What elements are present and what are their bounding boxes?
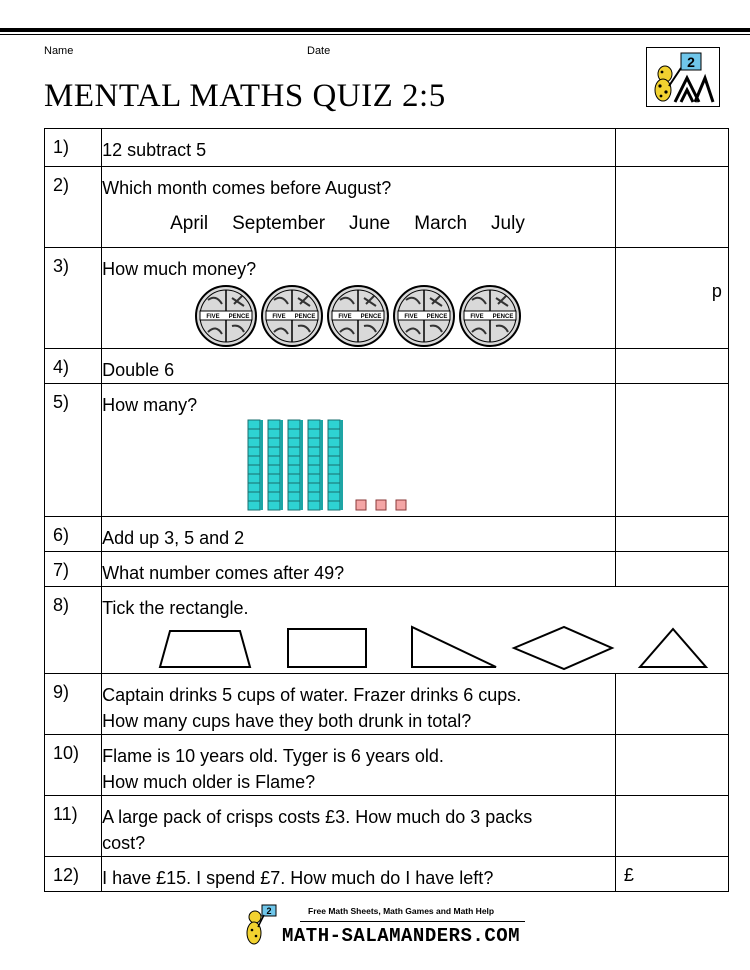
coin-label-pence: PENCE <box>228 314 250 320</box>
unit-cube <box>356 500 366 510</box>
five-pence-coin-icon <box>194 284 258 348</box>
question-text-line-1: A large pack of crisps costs £3. How much do 3 packs <box>102 807 533 827</box>
question-row-10 <box>45 735 729 796</box>
question-number: 8) <box>45 587 102 674</box>
shape-options <box>102 623 712 673</box>
answer-box-6[interactable] <box>615 517 728 552</box>
triangle-shape[interactable] <box>640 629 706 667</box>
top-rule-thick <box>0 28 750 32</box>
question-text: I have £15. I spend £7. How much do I have left? <box>102 857 616 892</box>
five-pence-coin-icon <box>392 284 456 348</box>
footer-tagline: Free Math Sheets, Math Games and Math Help <box>308 906 495 916</box>
trapezium-shape[interactable] <box>160 631 250 667</box>
unit-cube <box>396 500 406 510</box>
option-june: June <box>349 213 391 234</box>
tens-rod <box>328 420 343 510</box>
rectangle-shape[interactable] <box>288 629 366 667</box>
question-text: Tick the rectangle. <box>102 598 249 618</box>
coin-group <box>194 284 615 348</box>
right-triangle-shape[interactable] <box>412 627 496 667</box>
footer-salamander-icon <box>244 903 278 949</box>
question-number: 10) <box>45 735 102 796</box>
question-number: 11) <box>45 796 102 857</box>
logo-grade-number: 2 <box>687 54 695 70</box>
question-text: 12 subtract 5 <box>102 129 616 167</box>
answer-box-7[interactable] <box>615 552 728 587</box>
five-pence-coin-icon <box>458 284 522 348</box>
quiz-table <box>44 128 729 892</box>
option-march: March <box>414 213 468 234</box>
question-number: 3) <box>45 248 102 349</box>
question-row-11 <box>45 796 729 857</box>
top-rule-thin <box>0 34 750 35</box>
five-pence-coin-icon <box>260 284 324 348</box>
question-number: 7) <box>45 552 102 587</box>
tens-rod <box>288 420 303 510</box>
question-row-9 <box>45 674 729 735</box>
coin-label-five: FIVE <box>272 314 286 320</box>
answer-box-4[interactable] <box>615 349 728 384</box>
question-number: 1) <box>45 129 102 167</box>
answer-box-10[interactable] <box>615 735 728 796</box>
question-text: Which month comes before August? <box>102 178 392 198</box>
question-row-5 <box>45 384 729 517</box>
question-text: Double 6 <box>102 349 616 384</box>
question-text: What number comes after 49? <box>102 552 616 587</box>
coin-label-five: FIVE <box>206 314 220 320</box>
unit-cube <box>376 500 386 510</box>
salamander-logo <box>646 47 720 107</box>
option-july: July <box>491 213 525 234</box>
coin-label-five: FIVE <box>404 314 418 320</box>
footer-logo-grade: 2 <box>266 906 272 916</box>
tens-rod <box>248 420 263 510</box>
answer-box-9[interactable] <box>615 674 728 735</box>
coin-label-five: FIVE <box>338 314 352 320</box>
coin-label-five: FIVE <box>470 314 484 320</box>
question-text: How many? <box>102 395 198 415</box>
question-number: 6) <box>45 517 102 552</box>
question-text-line-1: Flame is 10 years old. Tyger is 6 years old. <box>102 746 444 766</box>
date-label: Date <box>307 45 331 57</box>
tens-rod <box>308 420 323 510</box>
question-row-6 <box>45 517 729 552</box>
question-row-8 <box>45 587 729 674</box>
question-number: 4) <box>45 349 102 384</box>
tens-rod <box>268 420 283 510</box>
option-september: September <box>232 213 326 234</box>
footer-brand[interactable]: MATH-SALAMANDERS.COM <box>282 925 521 947</box>
question-row-3 <box>45 248 729 349</box>
answer-box-3[interactable] <box>615 248 728 349</box>
question-row-7 <box>45 552 729 587</box>
salamander-icon <box>647 48 719 106</box>
question-number: 12) <box>45 857 102 892</box>
question-text-line-1: Captain drinks 5 cups of water. Frazer drinks 6 cups. <box>102 685 522 705</box>
answer-box-12[interactable] <box>615 857 728 892</box>
answer-box-11[interactable] <box>615 796 728 857</box>
question-row-4 <box>45 349 729 384</box>
rhombus-shape[interactable] <box>514 627 612 669</box>
coin-label-pence: PENCE <box>294 314 316 320</box>
answer-prefix-pound: £ <box>623 865 634 885</box>
question-text-line-2: How many cups have they both drunk in total? <box>102 711 472 731</box>
five-pence-coin-icon <box>326 284 390 348</box>
footer-rule <box>300 921 525 922</box>
base-ten-blocks <box>226 418 526 516</box>
month-options <box>170 211 615 237</box>
question-number: 5) <box>45 384 102 517</box>
answer-unit-pence: p <box>711 281 722 301</box>
coin-label-pence: PENCE <box>492 314 514 320</box>
coin-label-pence: PENCE <box>426 314 448 320</box>
question-row-12 <box>45 857 729 892</box>
question-row-1 <box>45 129 729 167</box>
coin-label-pence: PENCE <box>360 314 382 320</box>
question-row-2 <box>45 167 729 248</box>
name-label: Name <box>44 45 74 57</box>
option-april: April <box>170 213 209 234</box>
answer-box-5[interactable] <box>615 384 728 517</box>
question-number: 9) <box>45 674 102 735</box>
question-text: How much money? <box>102 259 257 279</box>
question-text-line-2: How much older is Flame? <box>102 772 316 792</box>
answer-box-2[interactable] <box>615 167 728 248</box>
answer-box-1[interactable] <box>615 129 728 167</box>
question-text-line-2: cost? <box>102 833 146 853</box>
question-number: 2) <box>45 167 102 248</box>
question-text: Add up 3, 5 and 2 <box>102 517 616 552</box>
page-title: MENTAL MATHS QUIZ 2:5 <box>44 78 446 114</box>
